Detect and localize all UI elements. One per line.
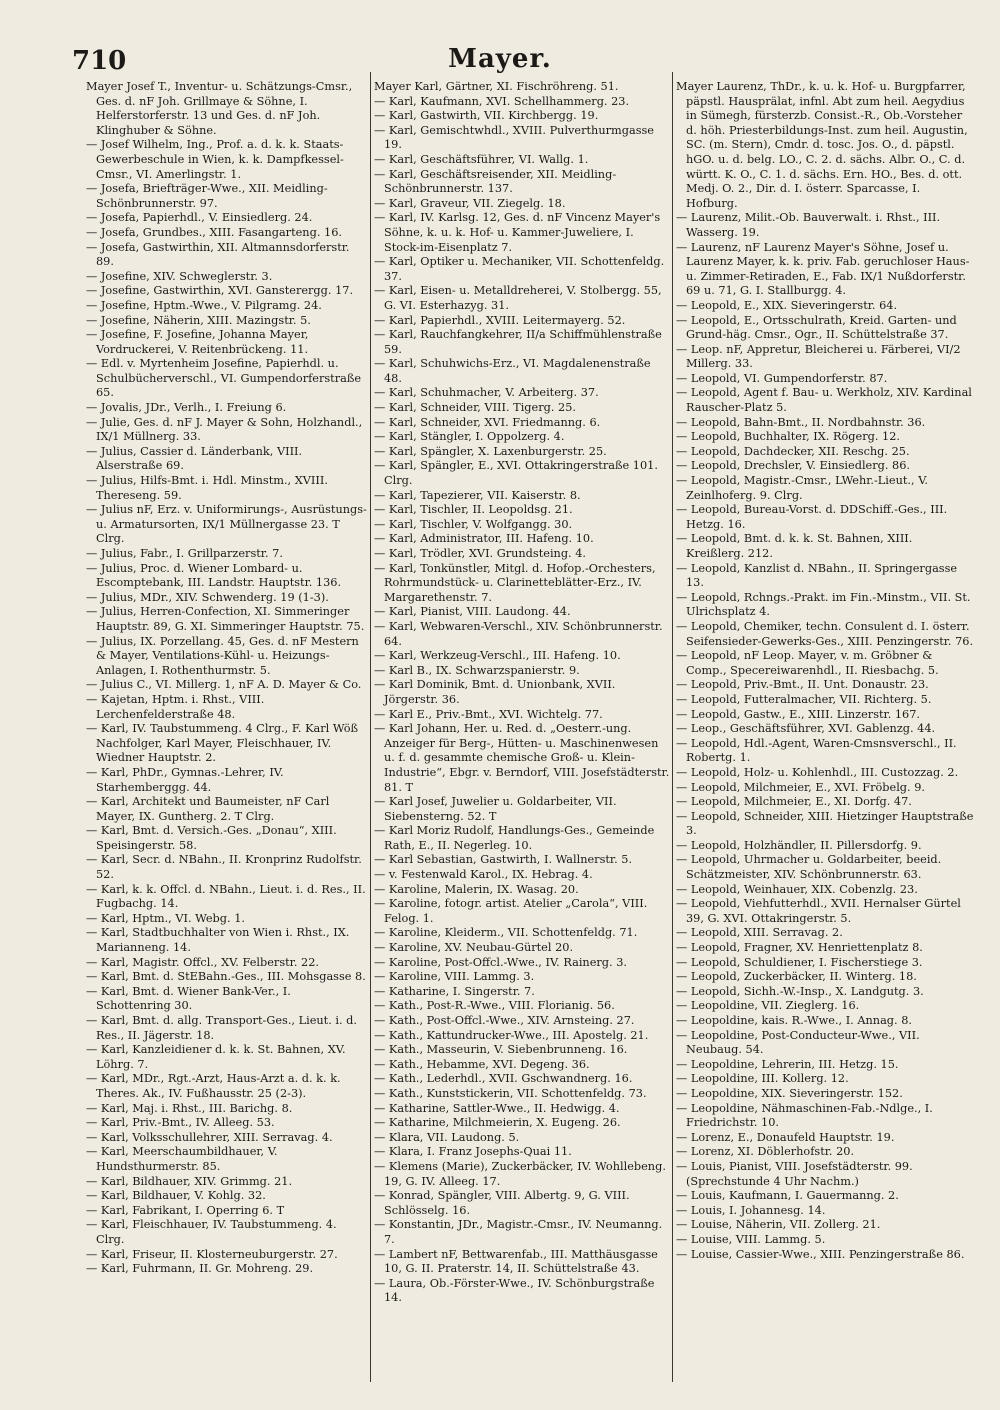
directory-entry: — Karl, IV. Taubstummeng. 4 Clrg., F. Karl Wöß Nachfolger, Karl Mayer, Fleischhauer, IV. Wiedner Hauptstr. 2. <box>86 722 359 765</box>
directory-entry: — Karl, Optiker u. Mechaniker, VII. Schottenfeldg. 37. <box>374 255 665 283</box>
directory-entry: — Leopoldine, VII. Zieglerg. 16. <box>676 999 860 1013</box>
directory-entry: — Louis, Pianist, VIII. Josefstädterstr. 99. (Sprechstunde 4 Uhr Nachm.) <box>676 1159 913 1188</box>
directory-entry: — Karl B., IX. Schwarzspanierstr. 9. <box>374 663 580 677</box>
directory-entry: — Karoline, fotogr. artist. Atelier „Carola“, VIII. Felog. 1. <box>374 897 648 925</box>
directory-entry: — Leopold, Sichh.-W.-Insp., X. Landgutg. 3. <box>676 984 924 998</box>
directory-entry: — Klara, VII. Laudong. 5. <box>374 1130 520 1144</box>
directory-entry: — v. Festenwald Karol., IX. Hebrag. 4. <box>374 868 593 882</box>
directory-entry: — Leopold, Weinhauer, XIX. Cobenzlg. 23. <box>676 882 918 896</box>
directory-entry: — Leopold, Milchmeier, E., XVI. Fröbelg. 9. <box>676 780 925 794</box>
directory-entry: — Karl, Hptm., VI. Webg. 1. <box>86 911 245 925</box>
directory-entry: — Laurenz, nF Laurenz Mayer's Söhne, Josef u. Laurenz Mayer, k. k. priv. Fab. geruchloser Haus- u. Zimmer-Retiraden, E., Fab. IX/1 Nußdorferstr. 69 u. 71, G. I. Stallburgg. 4. <box>676 240 970 298</box>
directory-entry: — Leopold, E., XIX. Sieveringerstr. 64. <box>676 298 898 312</box>
directory-entry: — Karl, Gastwirth, VII. Kirchbergg. 19. <box>374 109 599 123</box>
directory-entry: — Julius C., VI. Millerg. 1, nF A. D. Mayer & Co. <box>86 678 362 692</box>
directory-entry: — Julius, MDr., XIV. Schwenderg. 19 (1-3). <box>86 590 329 604</box>
directory-entry: — Leop. nF, Appretur, Bleicherei u. Färberei, VI/2 Millerg. 33. <box>676 342 961 371</box>
directory-entry: — Karl, Webwaren-Verschl., XIV. Schönbrunnerstr. 64. <box>374 619 663 648</box>
directory-entry: — Laurenz, Milit.-Ob. Bauverwalt. i. Rhst., III. Wasserg. 19. <box>676 211 941 239</box>
directory-entry: — Karoline, Kleiderm., VII. Schottenfeldg. 71. <box>374 926 638 940</box>
directory-entry: — Leopoldine, Lehrerin, III. Hetzg. 15. <box>676 1057 899 1071</box>
directory-entry: — Karl, Spängler, E., XVI. Ottakringerstraße 101. Clrg. <box>374 459 658 488</box>
directory-entry: — Karl, Fleischhauer, IV. Taubstummeng. 4. Clrg. <box>86 1218 337 1246</box>
directory-entry: — Edl. v. Myrtenheim Josefine, Papierhdl. u. Schulbücherverschl., VI. Gumpendorferstraße 65. <box>86 357 362 400</box>
directory-entry: — Julius, Proc. d. Wiener Lombard- u. Escomptebank, III. Landstr. Hauptstr. 136. <box>86 561 342 590</box>
directory-entry: — Leopold, Schneider, XIII. Hietzinger Hauptstraße 3. <box>676 809 974 838</box>
directory-entry: — Jovalis, JDr., Verlh., I. Freiung 6. <box>86 401 287 415</box>
column-divider <box>370 72 371 1382</box>
directory-entry: — Karl, Maj. i. Rhst., III. Barichg. 8. <box>86 1101 293 1115</box>
directory-entry: — Leopoldine, Post-Conducteur-Wwe., VII. Neubaug. 54. <box>676 1028 920 1057</box>
directory-entry: — Lorenz, XI. Döblerhofstr. 20. <box>676 1145 855 1159</box>
directory-entry: — Karl, Bmt. d. Wiener Bank-Ver., I. Schottenring 30. <box>86 984 291 1013</box>
directory-entry: — Josef Wilhelm, Ing., Prof. a. d. k. k. Staats-Gewerbeschule in Wien, k. k. Dampfkessel-Cmsr., VI. Amerlingstr. 1. <box>86 138 344 181</box>
directory-entry: — Leopold, Milchmeier, E., XI. Dorfg. 47. <box>676 795 912 809</box>
directory-entry: — Leopold, VI. Gumpendorferstr. 87. <box>676 371 888 385</box>
directory-entry: — Katharine, Milchmeierin, X. Eugeng. 26. <box>374 1116 621 1130</box>
directory-entry: — Julius, IX. Porzellang. 45, Ges. d. nF Mestern & Mayer, Ventilations-Kühl- u. Heizungs-Anlagen, I. Rothenthurmstr. 5. <box>86 634 359 677</box>
directory-entry: — Karl, Bildhauer, XIV. Grimmg. 21. <box>86 1174 293 1188</box>
directory-entry: — Karl, Secr. d. NBahn., II. Kronprinz Rudolfstr. 52. <box>86 853 362 882</box>
column-1 <box>86 80 368 1380</box>
directory-entry: — Karl, Tapezierer, VII. Kaiserstr. 8. <box>374 488 581 502</box>
directory-entry: Mayer Josef T., Inventur- u. Schätzungs-Cmsr., Ges. d. nF Joh. Grillmaye & Söhne, I. Helferstorferstr. 13 und Ges. d. nF Joh. Klinghuber & Söhne. <box>86 80 353 137</box>
directory-entry: — Julius, Cassier d. Länderbank, VIII. Alserstraße 69. <box>86 444 303 473</box>
directory-entry: — Karl E., Priv.-Bmt., XVI. Wichtelg. 77. <box>374 707 603 721</box>
directory-entry: — Kath., Masseurin, V. Siebenbrunneng. 16. <box>374 1043 628 1057</box>
directory-entry: — Kath., Hebamme, XVI. Degeng. 36. <box>374 1057 590 1071</box>
directory-entry: — Karl, Gemischtwhdl., XVIII. Pulverthurmgasse 19. <box>374 123 654 152</box>
directory-entry: — Karl Josef, Juwelier u. Goldarbeiter, VII. Siebensterng. 52. T <box>374 795 617 823</box>
directory-entry: — Karoline, Post-Offcl.-Wwe., IV. Rainerg. 3. <box>374 955 627 969</box>
directory-entry: — Karl, Magistr. Offcl., XV. Felberstr. 22. <box>86 955 319 969</box>
directory-entry: — Karoline, XV. Neubau-Gürtel 20. <box>374 941 574 955</box>
directory-entry: — Karl, Tischler, V. Wolfgangg. 30. <box>374 517 573 531</box>
directory-entry: — Leopold, Rchngs.-Prakt. im Fin.-Minstm., VII. St. Ulrichsplatz 4. <box>676 590 971 619</box>
directory-entry: — Julie, Ges. d. nF J. Mayer & Sohn, Holzhandl., IX/1 Müllnerg. 33. <box>86 415 363 444</box>
directory-entry: — Karl, Bmt. d. StEBahn.-Ges., III. Mohsgasse 8. <box>86 970 366 984</box>
directory-entry: — Leopold, Drechsler, V. Einsiedlerg. 86. <box>676 459 911 473</box>
column-2 <box>374 80 670 1380</box>
directory-entry: — Karl, Stängler, I. Oppolzerg. 4. <box>374 430 565 444</box>
directory-entry: — Karl, Rauchfangkehrer, II/a Schiffmühlenstraße 59. <box>374 328 662 356</box>
directory-entry: — Karl, Papierhdl., XVIII. Leitermayerg. 52. <box>374 313 626 327</box>
directory-entry: — Karl Johann, Her. u. Red. d. „Oesterr.-ung. Anzeiger für Berg-, Hütten- u. Maschinenwesen u. f. d. gesammte chemische Groß- u. Klein-Industrie“, Ebgr. v. Berndorf, VIII. Josefstädterstr. 81. T <box>374 722 670 794</box>
directory-entry: — Leopold, Uhrmacher u. Goldarbeiter, beeid. Schätzmeister, XIV. Schönbrunnerstr. 63. <box>676 853 942 882</box>
directory-entry: Mayer Karl, Gärtner, XI. Fischröhreng. 51. <box>374 80 619 93</box>
directory-entry: — Leopold, Bmt. d. k. k. St. Bahnen, XIII. Kreißlerg. 212. <box>676 532 913 560</box>
directory-entry: — Karl, Spängler, X. Laxenburgerstr. 25. <box>374 444 607 458</box>
directory-entry: Mayer Laurenz, ThDr., k. u. k. Hof- u. Burgpfarrer, päpstl. Hausprälat, infnl. Abt zum heil. Aegydius in Sümegh, fürsterzb. Consist.-R., Ob.-Vorsteher d. höh. Priesterbildungs-Inst. zum heil. Augustin, SC. (m. Stern), Cmdr. d. tosc. Jos. O., d. päpstl. hGO. u. d. belg. LO., C. 2. d. sächs. Albr. O., C. d. württ. K. O., C. 1. d. sächs. Ern. HO., Bes. d. ott. Medj. O. 2., Dir. d. I. österr. Sparcasse, I. Hofburg. <box>676 80 968 210</box>
directory-entry: — Karl, Priv.-Bmt., IV. Alleeg. 53. <box>86 1116 275 1130</box>
directory-entry: — Louis, I. Johannesg. 14. <box>676 1203 826 1217</box>
directory-entry: — Josefine, XIV. Schweglerstr. 3. <box>86 269 273 283</box>
directory-entry: — Lambert nF, Bettwarenfab., III. Matthäusgasse 10, G. II. Praterstr. 14, II. Schüttelstraße 43. <box>374 1247 658 1276</box>
directory-entry: — Leopold, E., Ortsschulrath, Kreid. Garten- und Grund-häg. Cmsr., Ogr., II. Schüttelstraße 37. <box>676 313 957 342</box>
directory-entry: — Leopold, Futteralmacher, VII. Richterg. 5. <box>676 692 932 706</box>
directory-entry: — Karl, Tonkünstler, Mitgl. d. Hofop.-Orchesters, Rohrmundstück- u. Clarinetteblätter-Erz., IV. Margarethenstr. 7. <box>374 561 656 604</box>
directory-entry: — Josefa, Papierhdl., V. Einsiedlerg. 24. <box>86 211 313 225</box>
directory-entry: — Leopold, Holz- u. Kohlenhdl., III. Custozzag. 2. <box>676 765 959 779</box>
directory-entry: — Konstantin, JDr., Magistr.-Cmsr., IV. Neumanng. 7. <box>374 1218 663 1246</box>
directory-entry: — Josefine, Hptm.-Wwe., V. Pilgramg. 24. <box>86 298 322 312</box>
directory-entry: — Julius, Herren-Confection, XI. Simmeringer Hauptstr. 89, G. XI. Simmeringer Hauptstr. 75. <box>86 605 365 633</box>
directory-entry: — Leopold, nF Leop. Mayer, v. m. Gröbner & Comp., Specereiwarenhdl., II. Riesbachg. 5. <box>676 649 939 677</box>
directory-entry: — Leopold, Gastw., E., XIII. Linzerstr. 167. <box>676 707 921 721</box>
directory-entry: — Karl, Administrator, III. Hafeng. 10. <box>374 532 594 546</box>
directory-entry: — Kajetan, Hptm. i. Rhst., VIII. Lerchenfelderstraße 48. <box>86 692 265 721</box>
directory-entry: — Karl, k. k. Offcl. d. NBahn., Lieut. i. d. Res., II. Fugbachg. 14. <box>86 882 366 911</box>
directory-entry: — Katharine, I. Singerstr. 7. <box>374 984 535 998</box>
directory-entry: — Leopold, Buchhalter, IX. Rögerg. 12. <box>676 430 900 444</box>
directory-entry: — Julius nF, Erz. v. Uniformirungs-, Ausrüstungs- u. Armatursorten, IX/1 Müllnergasse 23. T Clrg. <box>86 503 367 546</box>
directory-entry: — Karoline, Malerin, IX. Wasag. 20. <box>374 882 579 896</box>
directory-entry: — Josefa, Briefträger-Wwe., XII. Meidling-Schönbrunnerstr. 97. <box>86 182 328 210</box>
directory-entry: — Leopoldine, III. Kollerg. 12. <box>676 1072 849 1086</box>
directory-entry: — Leopold, Chemiker, techn. Consulent d. I. österr. Seifensieder-Gewerks-Ges., XIII. Penzingerstr. 76. <box>676 619 974 648</box>
directory-entry: — Karl Moriz Rudolf, Handlungs-Ges., Gemeinde Rath, E., II. Negerleg. 10. <box>374 824 655 852</box>
directory-entry: — Louise, Cassier-Wwe., XIII. Penzingerstraße 86. <box>676 1247 965 1261</box>
directory-entry: — Leopold, Dachdecker, XII. Reschg. 25. <box>676 444 910 458</box>
directory-entry: — Lorenz, E., Donaufeld Hauptstr. 19. <box>676 1130 895 1144</box>
directory-entry: — Karl, Graveur, VII. Ziegelg. 18. <box>374 196 566 210</box>
page-title: Mayer. <box>448 44 552 74</box>
directory-entry: — Leopoldine, Nähmaschinen-Fab.-Ndlge., I. Friedrichstr. 10. <box>676 1101 933 1130</box>
directory-entry: — Louis, Kaufmann, I. Gauermanng. 2. <box>676 1189 899 1203</box>
directory-entry: — Leopold, Bureau-Vorst. d. DDSchiff.-Ges., III. Hetzg. 16. <box>676 503 948 531</box>
directory-entry: — Karl, Trödler, XVI. Grundsteing. 4. <box>374 547 587 560</box>
directory-entry: — Josefa, Gastwirthin, XII. Altmannsdorferstr. 89. <box>86 240 350 269</box>
directory-entry: — Karl, Tischler, II. Leopoldsg. 21. <box>374 503 573 517</box>
directory-entry: — Leopold, Hdl.-Agent, Waren-Cmsnsverschl., II. Robertg. 1. <box>676 736 957 765</box>
directory-entry: — Leopold, Bahn-Bmt., II. Nordbahnstr. 36. <box>676 415 926 429</box>
directory-entry: — Karoline, VIII. Lammg. 3. <box>374 970 535 984</box>
page-number: 710 <box>72 46 127 76</box>
directory-entry: — Leopold, XIII. Serravag. 2. <box>676 926 843 940</box>
directory-entry: — Karl Sebastian, Gastwirth, I. Wallnerstr. 5. <box>374 853 633 867</box>
directory-entry: — Karl, Fuhrmann, II. Gr. Mohreng. 29. <box>86 1262 314 1276</box>
directory-entry: — Karl, Fabrikant, I. Operring 6. T <box>86 1203 285 1217</box>
directory-entry: — Karl, Friseur, II. Klosterneuburgerstr. 27. <box>86 1247 338 1261</box>
directory-entry: — Leopold, Priv.-Bmt., II. Unt. Donaustr. 23. <box>676 678 929 692</box>
directory-entry: — Leopold, Fragner, XV. Henriettenplatz 8. <box>676 941 923 955</box>
directory-entry: — Kath., Lederhdl., XVII. Gschwandnerg. 16. <box>374 1072 633 1086</box>
directory-entry: — Karl, Schneider, VIII. Tigerg. 25. <box>374 401 577 415</box>
directory-entry: — Josefine, F. Josefine, Johanna Mayer, Vordruckerei, V. Reitenbrückeng. 11. <box>86 328 309 356</box>
directory-entry: — Karl, Kaufmann, XVI. Schellhammerg. 23. <box>374 94 630 108</box>
directory-entry: — Josefa, Grundbes., XIII. Fasangarteng. 16. <box>86 225 342 239</box>
directory-entry: — Klara, I. Franz Josephs-Quai 11. <box>374 1145 572 1159</box>
directory-entry: — Kath., Post-R.-Wwe., VIII. Florianig. 56. <box>374 999 615 1013</box>
directory-entry: — Karl, Meerschaumbildhauer, V. Hundsthurmerstr. 85. <box>86 1145 278 1173</box>
column-3 <box>676 80 974 1380</box>
directory-entry: — Leopold, Viehfutterhdl., XVII. Hernalser Gürtel 39, G. XVI. Ottakringerstr. 5. <box>676 897 961 925</box>
directory-entry: — Leopold, Holzhändler, II. Pillersdorfg. 9. <box>676 838 922 852</box>
directory-entry: — Louise, VIII. Lammg. 5. <box>676 1232 826 1246</box>
directory-entry: — Kath., Kattundrucker-Wwe., III. Apostelg. 21. <box>374 1028 649 1042</box>
directory-entry: — Leopoldine, kais. R.-Wwe., I. Annag. 8. <box>676 1014 912 1027</box>
directory-entry: — Leopold, Magistr.-Cmsr., LWehr.-Lieut., V. Zeinlhoferg. 9. Clrg. <box>676 474 928 502</box>
directory-entry: — Karl, MDr., Rgt.-Arzt, Haus-Arzt a. d. k. k. Theres. Ak., IV. Fußhausstr. 25 (2-3). <box>86 1072 341 1100</box>
directory-entry: — Karl, Volksschullehrer, XIII. Serravag. 4. <box>86 1130 333 1144</box>
directory-entry: — Kath., Kunststickerin, VII. Schottenfeldg. 73. <box>374 1086 647 1100</box>
directory-entry: — Karl, Schuhwichs-Erz., VI. Magdalenenstraße 48. <box>374 357 651 385</box>
directory-entry: — Karl Dominik, Bmt. d. Unionbank, XVII. Jörgerstr. 36. <box>374 678 616 706</box>
directory-entry: — Karl, Architekt und Baumeister, nF Carl Mayer, IX. Guntherg. 2. T Clrg. <box>86 795 330 823</box>
directory-entry: — Leopold, Schuldiener, I. Fischerstiege 3. <box>676 955 923 969</box>
directory-entry: — Karl, Kanzleidiener d. k. k. St. Bahnen, XV. Löhrg. 7. <box>86 1043 346 1071</box>
directory-entry: — Karl, Eisen- u. Metalldreherei, V. Stolbergg. 55, G. VI. Esterhazyg. 31. <box>374 284 662 312</box>
directory-entry: — Karl, Schuhmacher, V. Arbeiterg. 37. <box>374 386 599 400</box>
directory-entry: — Leop., Geschäftsführer, XVI. Gablenzg. 44. <box>676 722 936 736</box>
directory-entry: — Konrad, Spängler, VIII. Albertg. 9, G. VIII. Schlösselg. 16. <box>374 1189 630 1217</box>
column-divider <box>672 72 673 1382</box>
directory-entry: — Laura, Ob.-Förster-Wwe., IV. Schönburgstraße 14. <box>374 1276 655 1305</box>
directory-entry: — Leopold, Zuckerbäcker, II. Winterg. 18. <box>676 970 917 984</box>
directory-entry: — Karl, Pianist, VIII. Laudong. 44. <box>374 605 571 619</box>
directory-entry: — Karl, Stadtbuchhalter von Wien i. Rhst., IX. Marianneng. 14. <box>86 926 350 955</box>
directory-entry: — Louise, Näherin, VII. Zollerg. 21. <box>676 1218 881 1232</box>
directory-entry: — Karl, Bmt. d. allg. Transport-Ges., Lieut. i. d. Res., II. Jägerstr. 18. <box>86 1014 358 1042</box>
directory-entry: — Klemens (Marie), Zuckerbäcker, IV. Wohllebeng. 19, G. IV. Alleeg. 17. <box>374 1159 666 1188</box>
directory-entry: — Karl, Bmt. d. Versich.-Ges. „Donau“, XIII. Speisingerstr. 58. <box>86 824 337 852</box>
directory-entry: — Karl, Geschäftsreisender, XII. Meidling-Schönbrunnerstr. 137. <box>374 167 617 196</box>
directory-entry: — Karl, PhDr., Gymnas.-Lehrer, IV. Starhemberggg. 44. <box>86 765 284 794</box>
directory-entry: — Julius, Hilfs-Bmt. i. Hdl. Minstm., XVIII. Thereseng. 59. <box>86 474 328 502</box>
directory-entry: — Julius, Fabr., I. Grillparzerstr. 7. <box>86 547 283 560</box>
directory-entry: — Karl, IV. Karlsg. 12, Ges. d. nF Vincenz Mayer's Söhne, k. u. k. Hof- u. Kammer-Juweliere, I. Stock-im-Eisenplatz 7. <box>374 211 661 254</box>
directory-entry: — Kath., Post-Offcl.-Wwe., XIV. Arnsteing. 27. <box>374 1014 635 1027</box>
directory-entry: — Josefine, Näherin, XIII. Mazingstr. 5. <box>86 313 311 327</box>
directory-entry: — Karl, Bildhauer, V. Kohlg. 32. <box>86 1189 266 1203</box>
directory-entry: — Leopold, Agent f. Bau- u. Werkholz, XIV. Kardinal Rauscher-Platz 5. <box>676 386 972 415</box>
directory-entry: — Karl, Werkzeug-Verschl., III. Hafeng. 10. <box>374 649 621 663</box>
directory-entry: — Karl, Geschäftsführer, VI. Wallg. 1. <box>374 152 589 166</box>
directory-entry: — Josefine, Gastwirthin, XVI. Gansterergg. 17. <box>86 284 354 298</box>
directory-entry: — Karl, Schneider, XVI. Friedmanng. 6. <box>374 415 601 429</box>
directory-entry: — Katharine, Sattler-Wwe., II. Hedwigg. 4. <box>374 1101 620 1115</box>
directory-entry: — Leopoldine, XIX. Sieveringerstr. 152. <box>676 1086 903 1100</box>
directory-entry: — Leopold, Kanzlist d. NBahn., II. Springergasse 13. <box>676 561 958 590</box>
